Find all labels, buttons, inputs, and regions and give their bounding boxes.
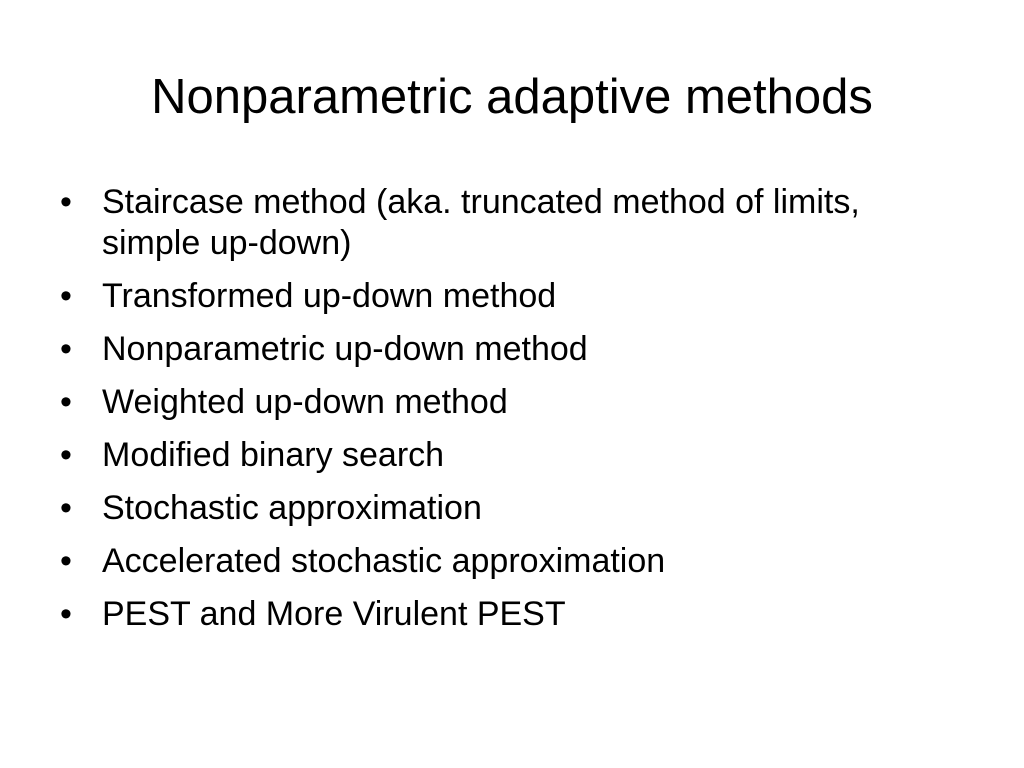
slide-title: Nonparametric adaptive methods — [151, 70, 873, 124]
list-item — [60, 276, 940, 317]
bullet-text: Modified binary search — [102, 436, 445, 474]
list-item — [60, 435, 940, 476]
list-item — [60, 594, 940, 635]
bullet-text: Accelerated stochastic approximation — [102, 542, 666, 580]
bullet-marker: • — [60, 542, 72, 580]
list-item — [60, 329, 940, 370]
bullet-marker: • — [60, 595, 72, 633]
bullet-marker: • — [60, 489, 72, 527]
bullet-marker: • — [60, 330, 72, 368]
list-item — [60, 182, 940, 264]
bullet-marker: • — [60, 277, 72, 315]
bullet-text: PEST and More Virulent PEST — [102, 595, 566, 633]
bullet-marker: • — [60, 436, 72, 474]
list-item — [60, 382, 940, 423]
bullet-marker: • — [60, 183, 72, 221]
bullet-text: Nonparametric up-down method — [102, 330, 588, 368]
bullet-text: Weighted up-down method — [102, 383, 508, 421]
bullet-text: Transformed up-down method — [102, 277, 557, 315]
bullet-text: Stochastic approximation — [102, 489, 482, 527]
list-item — [60, 541, 940, 582]
bullet-text: Staircase method (aka. truncated method of limits, simple up-down) — [102, 183, 860, 262]
bullet-list — [60, 182, 940, 647]
bullet-marker: • — [60, 383, 72, 421]
list-item — [60, 488, 940, 529]
